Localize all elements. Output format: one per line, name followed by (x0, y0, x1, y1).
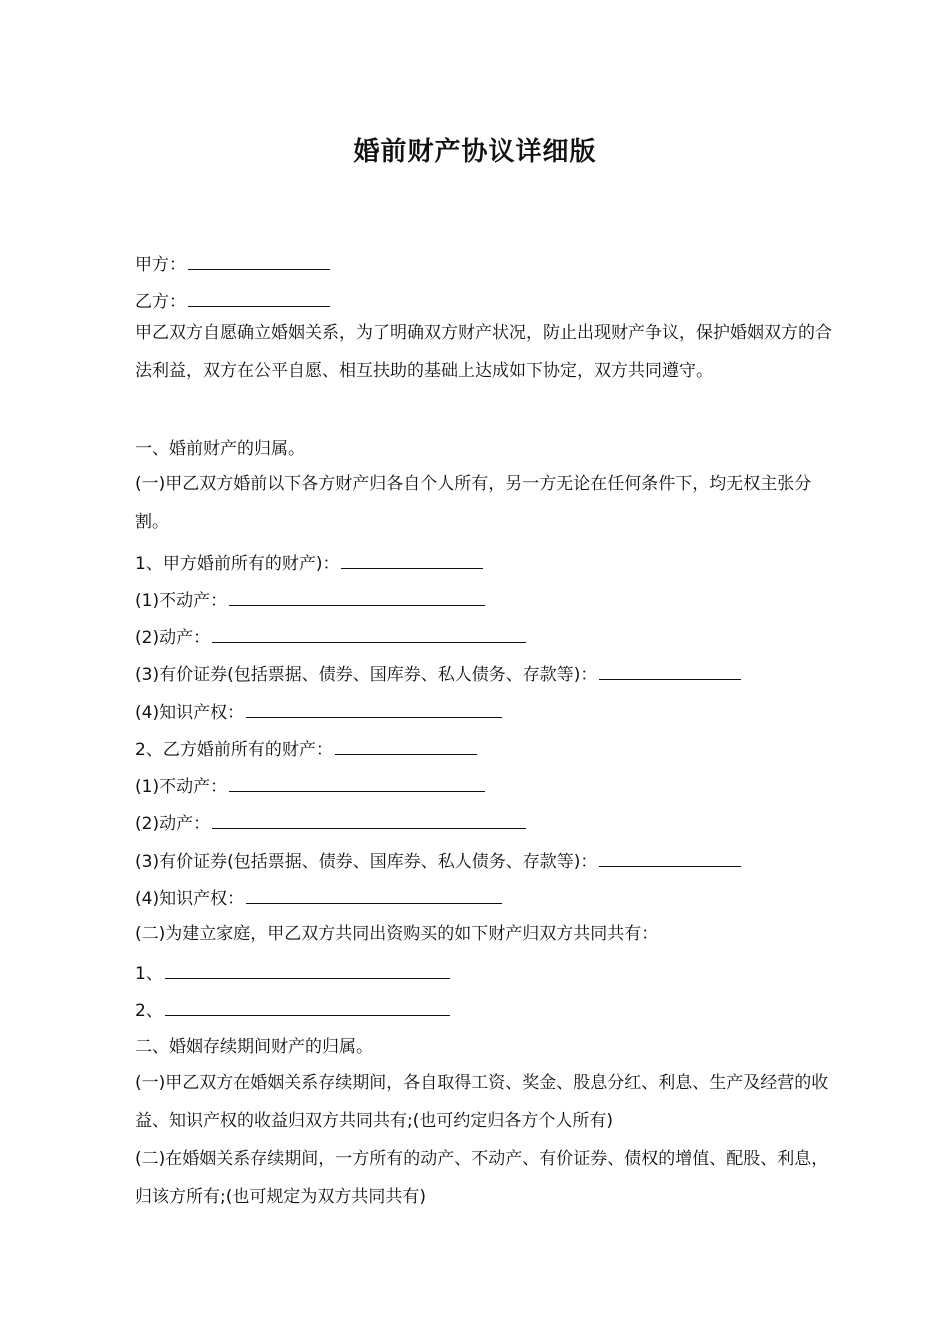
party-b-assets-blank (335, 736, 477, 755)
party-a-securities (135, 661, 741, 687)
party-a-ip (135, 699, 502, 725)
joint-item-1-blank (165, 960, 450, 979)
party-a-blank (188, 251, 330, 270)
party-b-ip-blank (246, 885, 502, 904)
party-a-line (135, 251, 330, 277)
party-b-line (135, 288, 330, 314)
party-a-securities-blank (599, 661, 741, 680)
intro-text: 甲乙双方自愿确立婚姻关系，为了明确双方财产状况，防止出现财产争议，保护婚姻双方的合法利益，双方在公平自愿、相互扶助的基础上达成如下协定，双方共同遵守。 (135, 323, 832, 381)
party-b-real-estate-label: (1)不动产： (135, 777, 228, 797)
section-2-paragraph-2 (116, 1141, 838, 1216)
document-title: 婚前财产协议详细版 (353, 137, 597, 167)
party-a-real-estate-blank (229, 587, 485, 606)
party-a-real-estate-label: (1)不动产： (135, 591, 228, 611)
party-b-blank (188, 288, 330, 307)
party-a-label: 甲方： (135, 255, 186, 275)
joint-item-1 (135, 960, 450, 986)
party-a-ip-blank (246, 699, 502, 718)
party-a-ip-label: (4)知识产权： (135, 703, 245, 723)
joint-item-2 (135, 997, 450, 1023)
party-b-label: 乙方： (135, 292, 186, 312)
section-1-paragraph-1 (116, 466, 838, 541)
party-b-assets-label: 2、乙方婚前所有的财产： (135, 740, 333, 760)
joint-item-2-label: 2、 (135, 1001, 163, 1021)
party-b-assets-heading (135, 736, 477, 762)
joint-item-2-blank (165, 997, 450, 1016)
party-a-movables-blank (212, 624, 526, 643)
party-a-movables (135, 624, 526, 650)
intro-paragraph (116, 315, 838, 390)
party-b-ip (135, 885, 502, 911)
party-b-securities (135, 848, 741, 874)
party-b-movables-label: (2)动产： (135, 814, 211, 834)
section-2-paragraph-2-text: (二)在婚姻关系存续期间，一方所有的动产、不动产、有价证券、债权的增值、配股、利息，归该方所有;(也可规定为双方共同共有) (135, 1149, 829, 1207)
party-a-assets-label: 1、甲方婚前所有的财产)： (135, 554, 340, 574)
joint-purchase-paragraph: (二)为建立家庭，甲乙双方共同出资购买的如下财产归双方共同共有： (135, 924, 659, 944)
section-2-heading: 二、婚姻存续期间财产的归属。 (135, 1037, 373, 1057)
section-2-paragraph-1 (116, 1065, 838, 1140)
party-b-real-estate-blank (229, 773, 485, 792)
joint-item-1-label: 1、 (135, 964, 163, 984)
party-b-movables-blank (212, 810, 526, 829)
party-b-movables (135, 810, 526, 836)
party-b-real-estate (135, 773, 485, 799)
party-a-movables-label: (2)动产： (135, 628, 211, 648)
party-b-securities-blank (599, 848, 741, 867)
party-a-assets-blank (341, 550, 483, 569)
party-b-securities-label: (3)有价证券(包括票据、债券、国库券、私人债务、存款等)： (135, 852, 598, 872)
section-1-heading: 一、婚前财产的归属。 (135, 439, 305, 459)
party-a-real-estate (135, 587, 485, 613)
party-a-securities-label: (3)有价证券(包括票据、债券、国库券、私人债务、存款等)： (135, 665, 598, 685)
party-b-ip-label: (4)知识产权： (135, 889, 245, 909)
party-a-assets-heading (135, 550, 483, 576)
section-2-paragraph-1-text: (一)甲乙双方在婚姻关系存续期间，各自取得工资、奖金、股息分红、利息、生产及经营的收益、知识产权的收益归双方共同共有;(也可约定归各方个人所有) (135, 1073, 829, 1131)
section-1-paragraph-1-text: (一)甲乙双方婚前以下各方财产归各自个人所有，另一方无论在任何条件下，均无权主张分割。 (135, 474, 812, 532)
